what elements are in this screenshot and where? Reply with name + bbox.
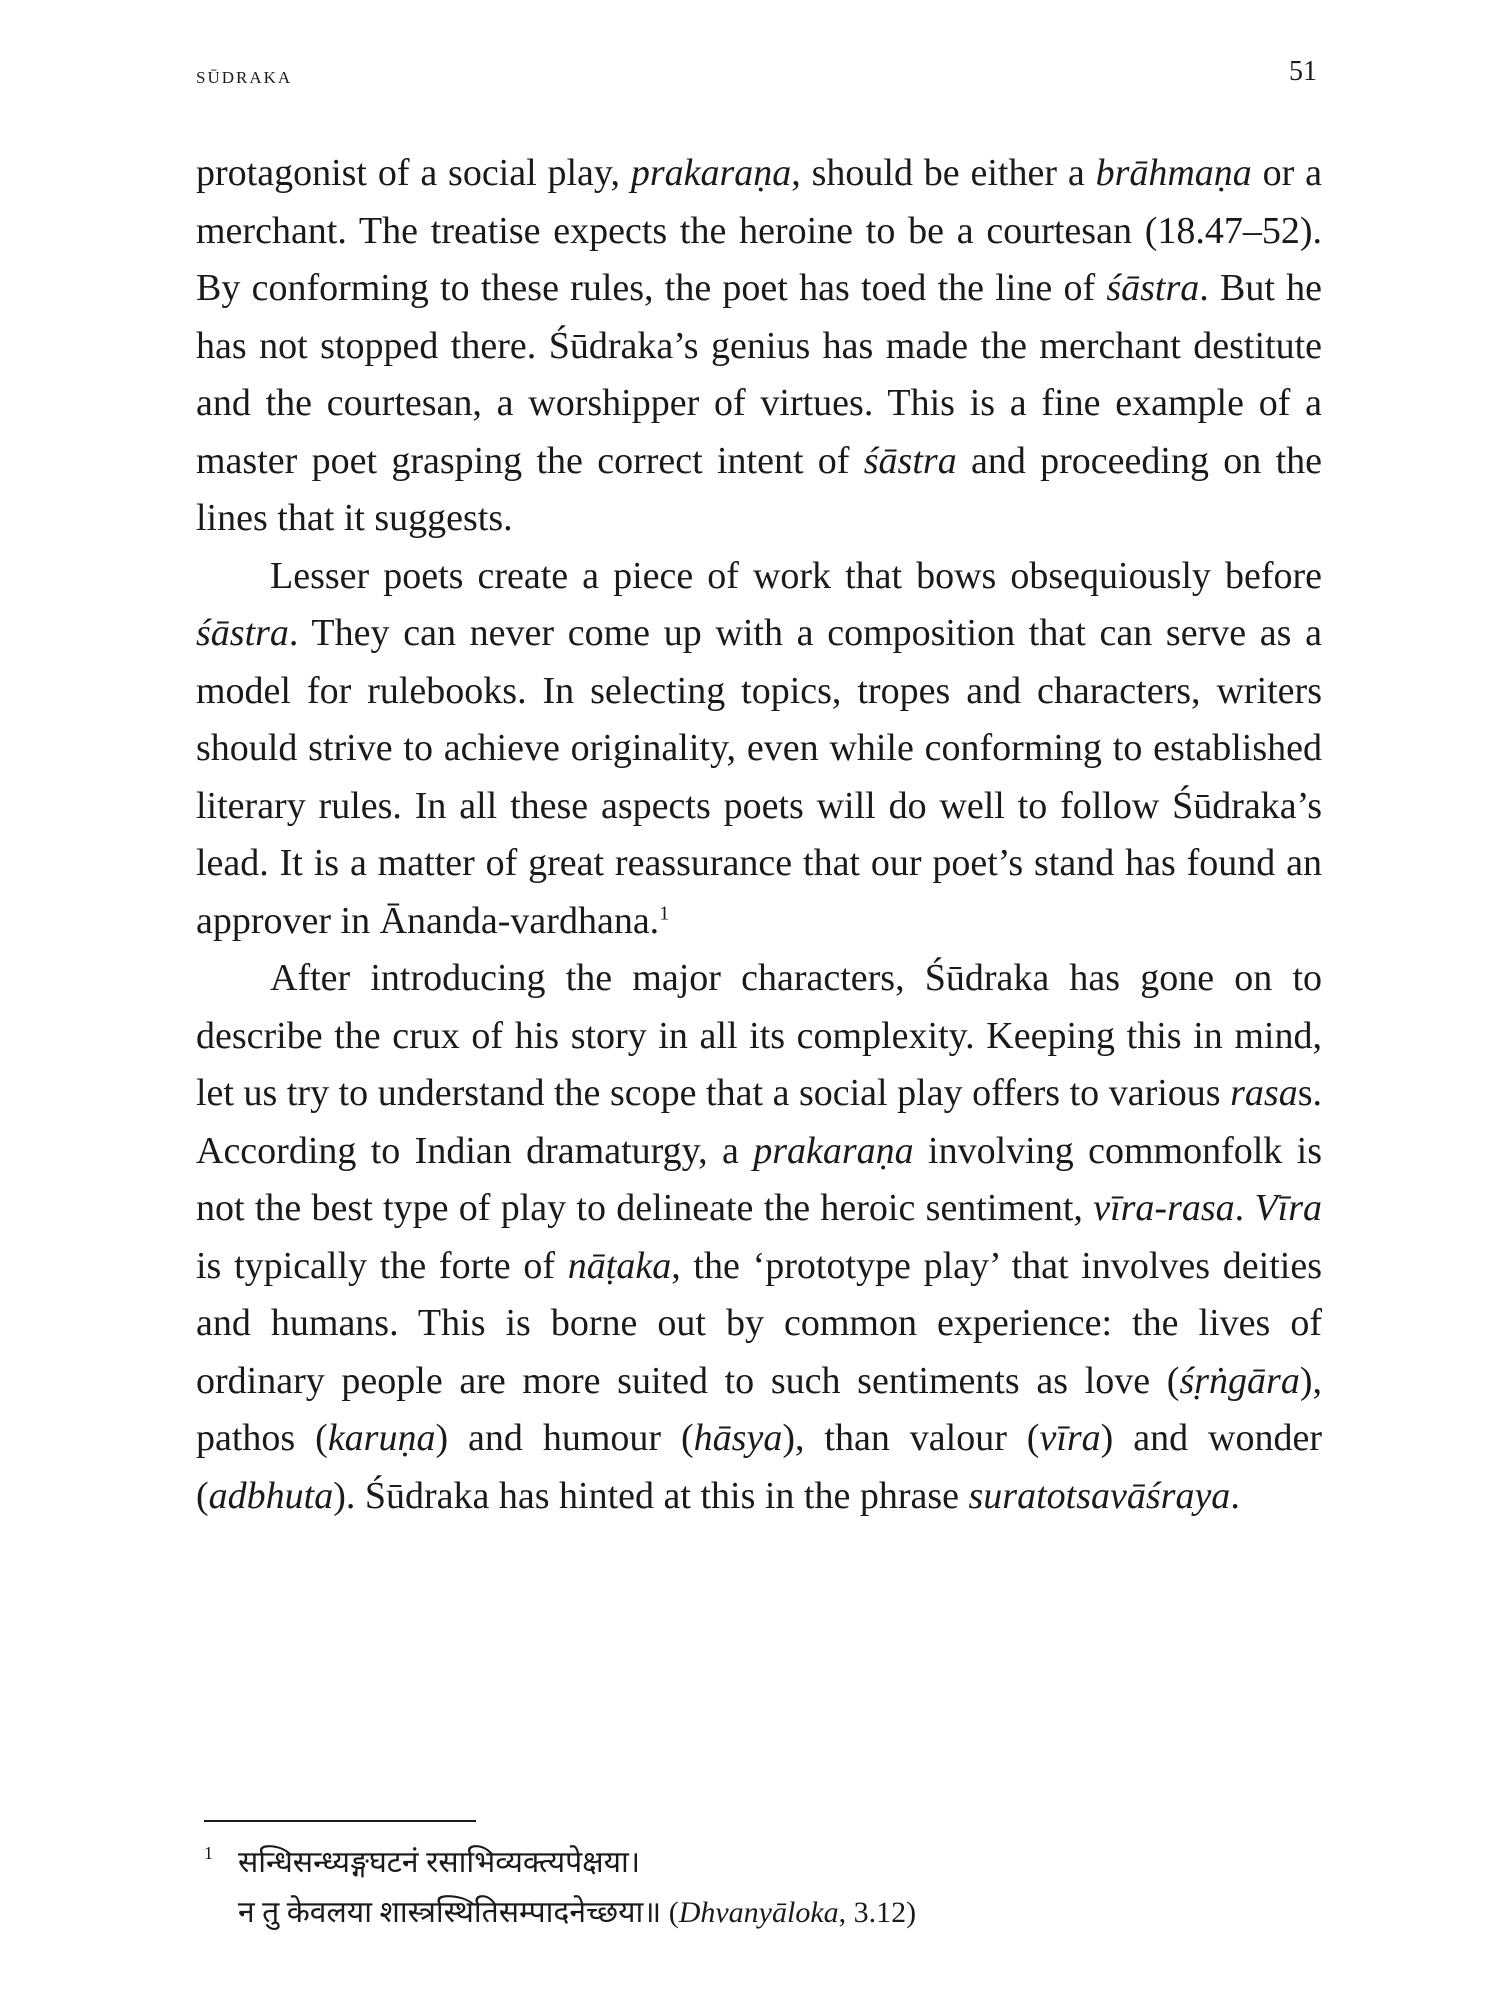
body-text [196,145,1322,1525]
footnote-verse-line-1 [204,1838,1204,1888]
text-run: is typically the forte of [196,1244,568,1287]
text-run: . [1234,1187,1255,1229]
text-run: . They can never come up with a composition that can serve as a model for rulebooks. In selecting topics, tropes and characters, writers should strive to achieve originality, even while conforming to established literary rules. In all these aspects poets will do well to follow Śūdraka’s lead. It is a matter of great reassurance that our poet’s stand has found an approver in Ānanda-vardhana. [196,612,1322,942]
text-run: or a merchant. The treatise expects the heroine to be a courtesan (18.47–52). By conforming to these rules, the poet has toed the line of [196,152,1322,309]
italic-term: vīra-rasa [1093,1187,1235,1229]
page-number: 51 [1289,56,1317,87]
text-run: ), than valour ( [782,1417,1040,1459]
footnote [204,1838,1204,1938]
footnote-verse-text: सन्धिसन्ध्यङ्गघटनं रसाभिव्यक्त्यपेक्षया। [238,1846,641,1879]
running-head: SŪDRAKA [196,68,293,87]
italic-term: karuṇa [327,1417,436,1459]
footnote-verse-line-2 [204,1888,1204,1938]
footnote-reference: 1 [659,901,670,924]
italic-term: śāstra [863,439,957,482]
footnote-source-title: Dhvanyāloka [678,1896,839,1929]
footnote-source-ref: , 3.12) [838,1896,917,1929]
italic-term: prakaraṇa [630,152,792,194]
italic-term: prakaraṇa [753,1129,914,1172]
text-run: After introducing the major characters, Śūdraka has gone on to describe the crux of his story in all its complexity. Keeping this in mind, let us try to understand the scope that a social play offers to various [196,957,1322,1114]
text-run: , should be either a [791,152,1096,194]
text-run: ). Śūdraka has hinted at this in the phrase [333,1474,969,1517]
paragraph-2 [196,548,1322,951]
text-run: . But he has not stopped there. Śūdraka’s genius has made the merchant destitute and the courtesan, a worshipper of virtues. This is a fine example of a master poet grasping the correct intent of [196,267,1322,482]
text-run: Lesser poets create a piece of work that bows obsequiously before [270,554,1322,597]
italic-term: śāstra [1106,267,1200,309]
italic-term: śṛṅgāra [1179,1359,1300,1402]
text-run: . [1230,1474,1240,1517]
italic-term: rasa [1230,1072,1298,1114]
italic-term: śāstra [196,612,289,654]
italic-term: hāsya [693,1417,783,1459]
italic-term: nāṭaka [567,1244,672,1287]
footnote-rule [204,1820,476,1822]
text-run: s. According to Indian dramaturgy, a [196,1072,1322,1172]
footnote-verse-text-2: न तु केवलया शास्त्रस्थितिसम्पादनेच्छया॥ ( [238,1896,679,1929]
text-run: , the ‘prototype play’ that involves deities and humans. This is borne out by common experience: the lives of ordinary people are more suited to such sentiments as love ( [196,1244,1322,1402]
text-run: ) and wonder ( [196,1417,1323,1517]
paragraph-1 [196,145,1322,548]
paragraph-3 [196,950,1322,1525]
italic-term: adbhuta [208,1474,334,1517]
text-run: ) and humour ( [435,1417,694,1459]
text-run: and proceeding on the lines that it suggests. [196,439,1322,539]
italic-term: brāhmaṇa [1095,152,1252,194]
italic-term: Vīra [1254,1187,1323,1229]
footnote-marker: 1 [204,1843,213,1863]
italic-term: vīra [1039,1417,1101,1459]
text-run: ), pathos ( [196,1359,1322,1459]
italic-term: suratotsavāśraya [968,1474,1231,1517]
text-run: involving commonfolk is not the best type of play to delineate the heroic sentiment, [196,1129,1323,1229]
text-run: protagonist of a social play, [196,152,631,194]
